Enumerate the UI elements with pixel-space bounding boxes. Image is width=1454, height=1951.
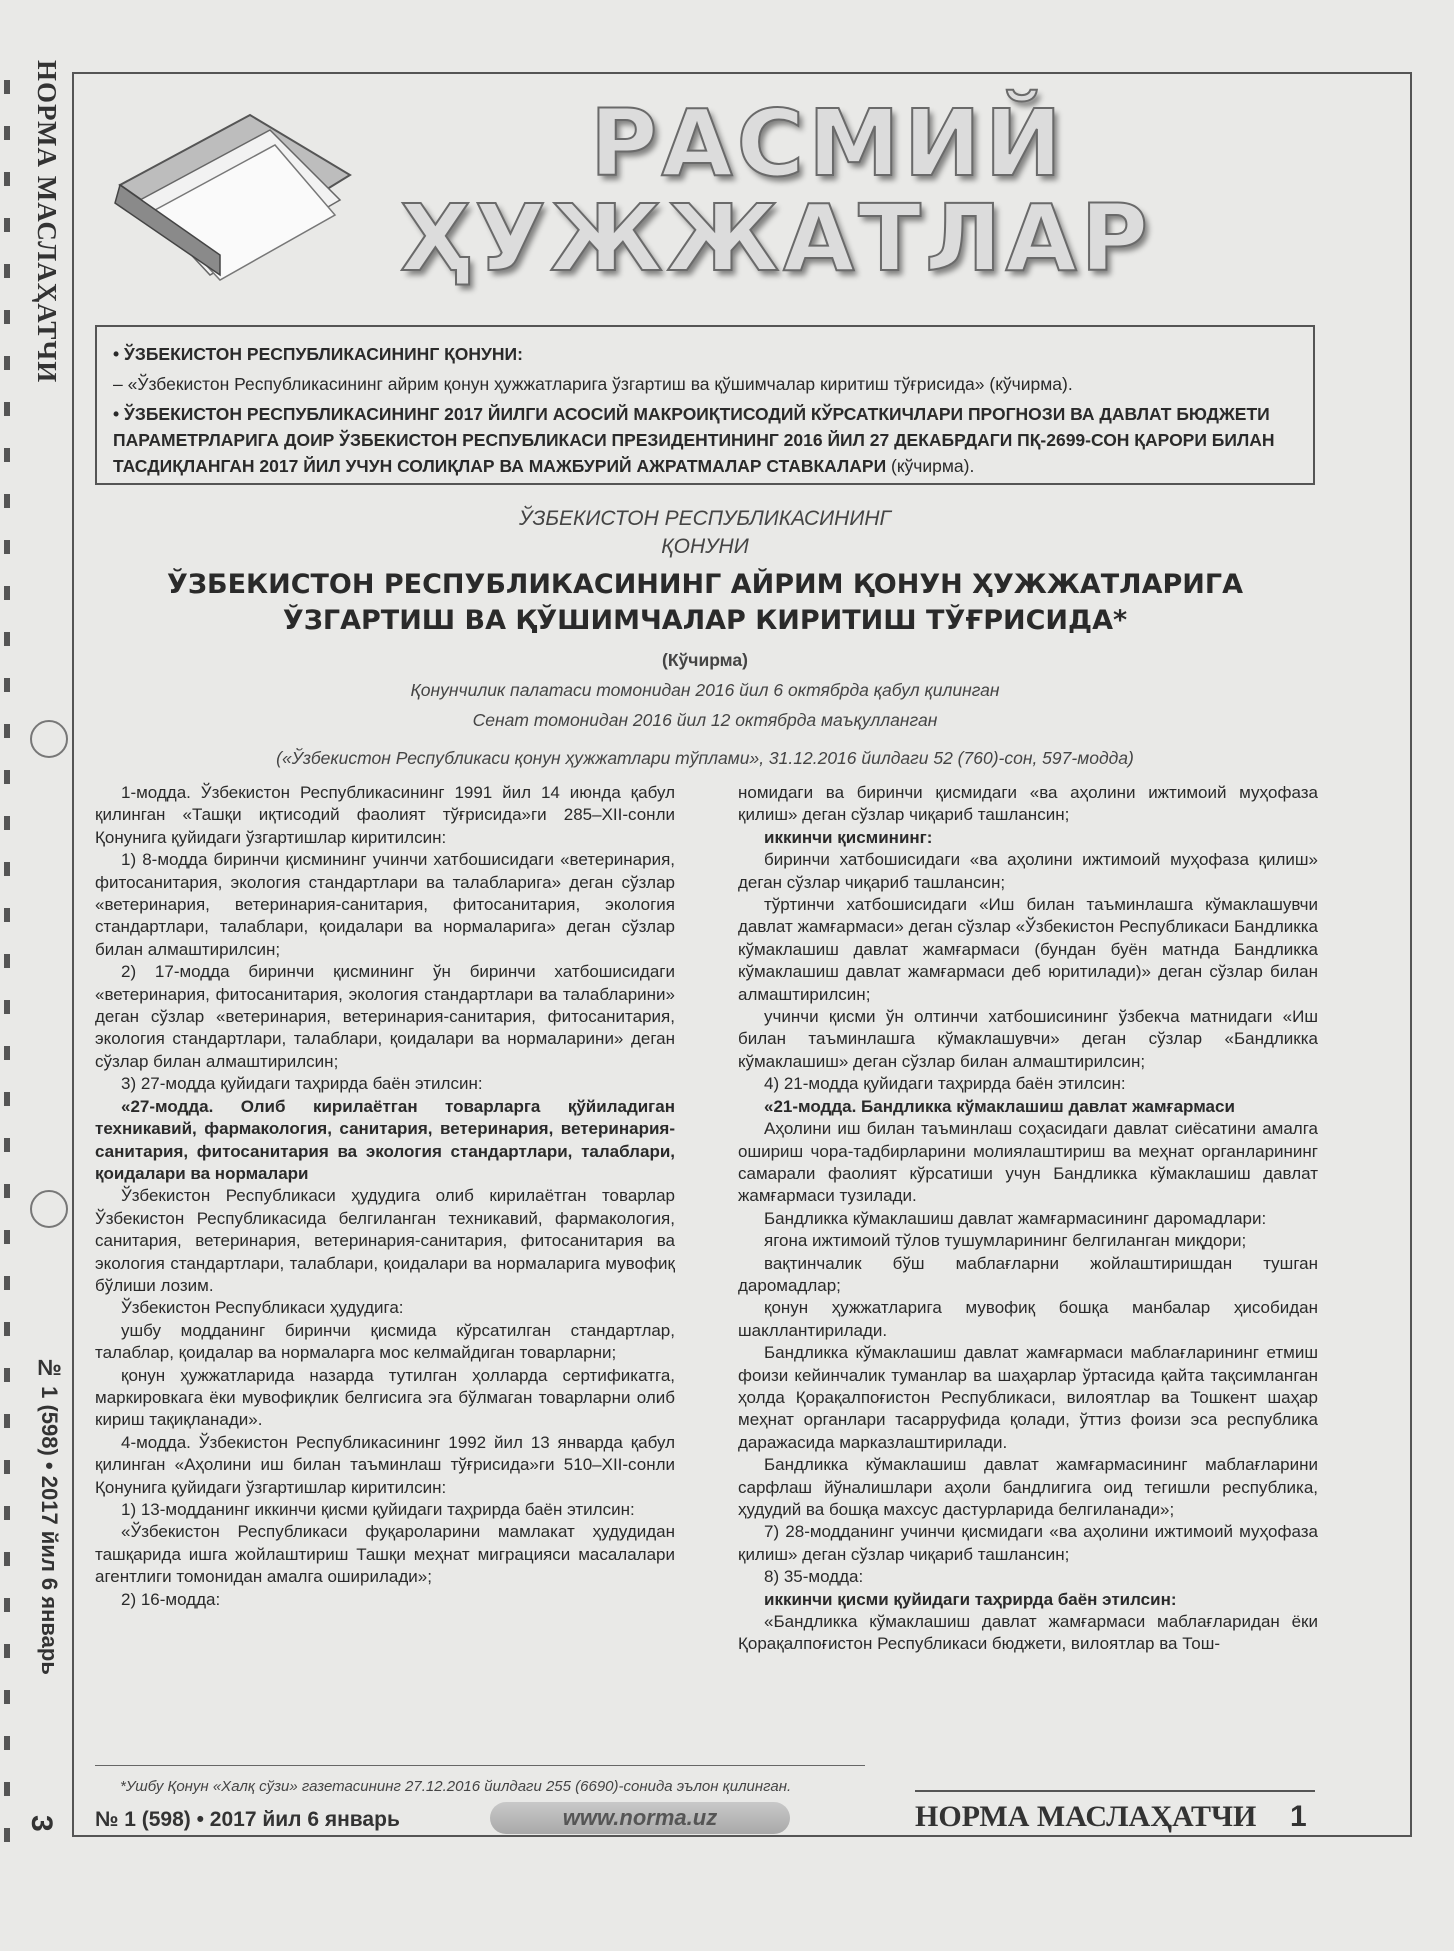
paragraph: ягона ижтимоий тўлов тушумларининг белгиланган миқдори; (764, 1231, 1247, 1251)
footer-page-number: 1 (1290, 1800, 1307, 1833)
paragraph: тўртинчи хатбошисидаги «Иш билан таъминлашга кўмаклашувчи давлат жамғармаси» деган сўзлар «Ўзбекистон Республикаси Бандликка кўмаклашиш давлат жамғармаси (бундан буён матнда Бандликка кўмаклашиш давлат жамғармаси деб юритилади)» деган сўзлар билан алмаштирилсин; (738, 895, 1318, 1004)
footer-brand: НОРМА МАСЛАҲАТЧИ (915, 1800, 1257, 1833)
paragraph: иккинчи қисмининг: (764, 827, 933, 847)
contents-item-title: • ЎЗБЕКИСТОН РЕСПУБЛИКАСИНИНГ 2017 ЙИЛГИ АСОСИЙ МАКРОИҚТИСОДИЙ КЎРСАТКИЧЛАРИ ПРОГНОЗИ ВА ДАВЛАТ БЮДЖЕТИ ПАРАМЕТРЛАРИГА ДОИР ЎЗБЕКИСТОН РЕСПУБЛИКАСИ ПРЕЗИДЕНТИНИНГ 2016 ЙИЛ 27 ДЕКАБРДАГИ ПҚ-2699-СОН ҚАРОРИ БИЛАН ТАСДИҚЛАНГАН 2017 ЙИЛ УЧУН СОЛИҚЛАР ВА МАЖБУРИЙ АЖРАТМАЛАР СТАВКАЛАРИ (113, 404, 1275, 476)
side-publication-title: НОРМА МАСЛАҲАТЧИ (32, 60, 62, 384)
paragraph: «Бандликка кўмаклашиш давлат жамғармаси маблағларидан ёки Қорақалпоғистон Республикаси бюджети, вилоятлар ва Тош- (738, 1612, 1318, 1654)
paragraph: «27-модда. Олиб кирилаётган товарларга қўйиладиган техникавий, фармакология, санитария, ветеринария, ветеринария-санитария, фитосанитария ва экология стандартлари, талаблари, қоидалари ва нормалари (95, 1096, 675, 1183)
paragraph: биринчи хатбошисидаги «ва аҳолини ижтимоий муҳофаза қилиш» деган сўзлар чиқариб ташлансин; (738, 850, 1318, 892)
paragraph: ушбу модданинг биринчи қисмида кўрсатилган стандартлар, талаблар, қоидалар ва нормаларга мос келмайдиган товарларни; (95, 1320, 675, 1363)
paragraph: қонун ҳужжатларига мувофиқ бошқа манбалар ҳисобидан шакллантирилади. (738, 1298, 1318, 1340)
paragraph: номидаги ва биринчи қисмидаги «ва аҳолини ижтимоий муҳофаза қилиш» деган сўзлар чиқариб ташлансин; (738, 783, 1318, 825)
paragraph: қонун ҳужжатларида назарда тутилган ҳолларда сертификатга, маркировкага ёки мувофиқлик белгисига эга бўлмаган товарларни олиб кириш тақиқланади». (95, 1365, 675, 1430)
paragraph: 1) 8-модда биринчи қисмининг учинчи хатбошисидаги «ветеринария, фитосанитария, экология стандартлари ва талабларига» деган сўзлар «ветеринария, ветеринария-санитария, фитосанитария, экология стандартлари, талаблари, қоидалари ва нормаларига» деган сўзлар билан алмаштирилсин; (95, 850, 675, 959)
paragraph: иккинчи қисми қуйидаги таҳрирда баён этилсин: (764, 1589, 1177, 1609)
source-citation: («Ўзбекистон Республикаси қонун ҳужжатлари тўплами», 31.12.2016 йилдаги 52 (760)-сон, 597-модда) (276, 748, 1134, 768)
side-issue-info: № 1 (598) • 2017 йил 6 январь (37, 1355, 62, 1675)
footer-issue: № 1 (598) • 2017 йил 6 январь (95, 1808, 400, 1831)
side-page-number: 3 (25, 1815, 58, 1832)
folder-icon (100, 105, 360, 285)
footnote: *Ушбу Қонун «Халқ сўзи» газетасининг 27.12.2016 йилдаги 255 (6690)-сонида эълон қилинган. (120, 1778, 792, 1795)
paragraph: учинчи қисми ўн олтинчи хатбошисининг ўзбекча матнидаги «Иш билан таъминлашга кўмаклашувчи» деган сўзлар «Бандликка кўмаклашиш» деган сўзлар билан алмаштирилсин; (738, 1007, 1318, 1071)
paragraph: вақтинчалик бўш маблағларни жойлаштиришдан тушган даромадлар; (738, 1253, 1318, 1295)
footnote-divider (95, 1765, 865, 1766)
contents-item-subtitle: – «Ўзбекистон Республикасининг айрим қонун ҳужжатларига ўзгартиш ва қўшимчалар киритиш тўғрисида» (кўчирма). (113, 374, 1073, 394)
law-kind-line-1: ЎЗБЕКИСТОН РЕСПУБЛИКАСИНИНГ (519, 507, 891, 530)
left-column (95, 782, 675, 1742)
paragraph: 8) 35-модда: (764, 1567, 864, 1587)
paragraph: 1-модда. Ўзбекистон Республикасининг 1991 йил 14 июнда қабул қилинган «Ташқи иқтисодий фаолият тўғрисида»ги 285–XII-сонли Қонунига қуйидаги ўзгартишлар киритилсин: (95, 783, 675, 847)
paragraph: «Ўзбекистон Республикаси фуқароларини мамлакат ҳудудидан ташқарида ишга жойлаштириш Ташқи меҳнат миграцияси масалалари агентлиги томонидан амалга оширилади»; (95, 1522, 675, 1587)
contents-item-title: • ЎЗБЕКИСТОН РЕСПУБЛИКАСИНИНГ ҚОНУНИ: (113, 344, 523, 364)
paragraph: Ўзбекистон Республикаси ҳудудига олиб кирилаётган товарлар Ўзбекистон Республикасида белгиланган техникавий, фармакология, санитария, ветеринария, ветеринария-санитария, фитосанитария ва экология стандартлари, талаблари, қоидалари ва нормаларига мувофиқ бўлиши лозим. (95, 1186, 675, 1295)
paragraph: Бандликка кўмаклашиш давлат жамғармаси маблағларининг етмиш фоизи кейинчалик туманлар ва шаҳарлар ўртасида қайта тақсимланган ҳолда Қорақалпоғистон Республикаси, вилоятлар ва Тошкент шаҳар меҳнат органлари тасарруфида қолади, ўттиз фоизи эса республика даражасида марказлаштирилади. (738, 1343, 1318, 1452)
excerpt-label: (Кўчирма) (662, 650, 748, 670)
binder-hole (30, 720, 68, 758)
banner-line-2: ҲУЖЖАТЛАР (400, 185, 1153, 292)
contents-item-suffix: (кўчирма). (886, 456, 975, 476)
paragraph: 2) 16-модда: (121, 1589, 221, 1609)
paragraph: Бандликка кўмаклашиш давлат жамғармасининг даромадлари: (764, 1208, 1267, 1228)
contents-item (113, 401, 1297, 479)
banner-line-1: РАСМИЙ (590, 90, 1066, 197)
page-footer (95, 1800, 1315, 1840)
adoption-note: Қонунчилик палатаси томонидан 2016 йил 6 октябрда қабул қилинган (410, 680, 1000, 700)
right-column (738, 782, 1318, 1742)
paragraph: Ўзбекистон Республикаси ҳудудига: (121, 1298, 404, 1318)
approval-note: Сенат томонидан 2016 йил 12 октябрда маъқулланган (472, 710, 938, 730)
footer-website-link[interactable]: www.norma.uz (490, 1802, 790, 1834)
law-title (95, 567, 1315, 639)
margin-ruler (4, 80, 10, 1860)
contents-box (95, 325, 1315, 485)
footer-rule (915, 1790, 1315, 1792)
binder-hole (30, 1190, 68, 1228)
paragraph: 4) 21-модда қуйидаги таҳрирда баён этилсин: (764, 1074, 1126, 1094)
paragraph: 3) 27-модда қуйидаги таҳрирда баён этилсин: (121, 1074, 483, 1094)
paragraph: Бандликка кўмаклашиш давлат жамғармасининг маблағларини сарфлаш йўналишлари аҳоли бандлигига оид тегишли республика, ҳудудий ва бошқа махсус дастурларида белгиланади»; (738, 1455, 1318, 1519)
paragraph: «21-модда. Бандликка кўмаклашиш давлат жамғармаси (764, 1096, 1235, 1116)
paragraph: 1) 13-модданинг иккинчи қисми қуйидаги таҳрирда баён этилсин: (121, 1500, 635, 1519)
paragraph: 7) 28-модданинг учинчи қисмидаги «ва аҳолини ижтимоий муҳофаза қилиш» деган сўзлар чиқариб ташлансин; (738, 1522, 1318, 1564)
paragraph: 2) 17-модда биринчи қисмининг ўн биринчи хатбошисидаги «ветеринария, фитосанитария, экология стандартлари ва талабларини» деган сўзлар «ветеринария, ветеринария-санитария, фитосанитария, экология стандартлари, талаблари, қоидалари ва нормаларини» деган сўзлар билан алмаштирилсин; (95, 962, 675, 1071)
paragraph: Аҳолини иш билан таъминлаш соҳасидаги давлат сиёсатини амалга ошириш чора-тадбирларини молиялаштириш ва меҳнат органларининг самарали фаолият кўрсатиши учун Бандликка кўмаклашиш давлат жамғармаси тузилади. (738, 1119, 1318, 1206)
paragraph: 4-модда. Ўзбекистон Республикасининг 1992 йил 13 январда қабул қилинган «Аҳолини иш билан таъминлаш тўғрисида»ги 510–XII-сонли Қонунига қуйидаги ўзгартишлар киритилсин: (95, 1432, 675, 1497)
law-kind-line-2: ҚОНУНИ (661, 535, 749, 558)
law-title-line-2: ЎЗГАРТИШ ВА ҚЎШИМЧАЛАР КИРИТИШ ТЎҒРИСИДА* (282, 605, 1128, 636)
law-title-line-1: ЎЗБЕКИСТОН РЕСПУБЛИКАСИНИНГ АЙРИМ ҚОНУН ҲУЖЖАТЛАРИГА (167, 569, 1243, 600)
